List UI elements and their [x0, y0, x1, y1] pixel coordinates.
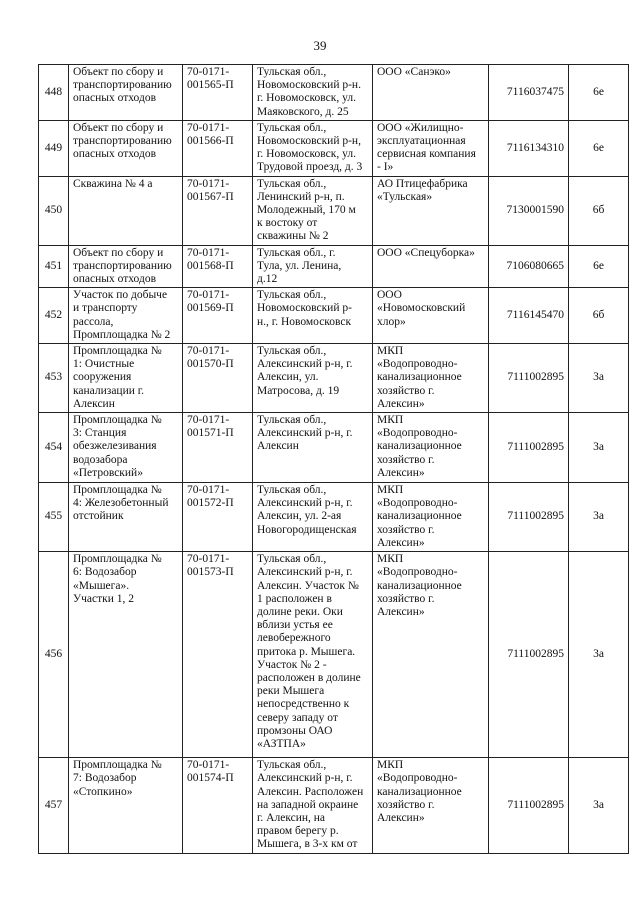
hazard-category: 6е: [593, 141, 604, 154]
hazard-category-cell: [569, 344, 629, 413]
row-number: 449: [44, 141, 63, 154]
object-address: Тульская обл., Алексинский р-н, г. Алексин. Участок № 1 расположен в долине реки. Оки вблизи устья ее левобережного притока р. Мышега. Участок № 2 - расположен в долине реки Мышега непосредственно к северу западу от промзоны ОАО «АЗТПА»: [257, 553, 361, 750]
object-address: Тульская обл., Алексинский р-н, г. Алексин, ул. 2-ая Новогородищенская: [257, 484, 357, 536]
row-number-cell: [39, 120, 69, 176]
table-row: [39, 758, 629, 853]
operator-name: МКП «Водопроводно- канализационное хозяйство г. Алексин»: [377, 345, 462, 410]
operator-name-cell: [373, 288, 489, 344]
object-name: Скважина № 4 а: [73, 177, 153, 190]
table-row: [39, 413, 629, 483]
object-address: Тульская обл., Новомосковский р-н. г. Новомосковск, ул. Маяковского, д. 25: [257, 66, 361, 118]
object-name: Промплощадка № 4: Железобетонный отстойник: [73, 484, 169, 523]
row-number-cell: [39, 413, 69, 483]
operator-inn-cell: [489, 65, 569, 121]
row-number-cell: [39, 245, 69, 288]
operator-inn: 7111002895: [507, 798, 564, 811]
object-address-cell: [253, 288, 373, 344]
operator-name-cell: [373, 758, 489, 853]
operator-inn: 7130001590: [506, 204, 564, 217]
object-name-cell: [69, 344, 183, 413]
object-code: 70-0171- 001574-П: [187, 759, 234, 785]
row-number: 454: [44, 440, 63, 453]
hazard-category-cell: [569, 552, 629, 758]
hazard-category-cell: [569, 245, 629, 288]
operator-inn-cell: [489, 552, 569, 758]
row-number: 455: [44, 510, 63, 523]
operator-name-cell: [373, 65, 489, 121]
operator-name: МКП «Водопроводно- канализационное хозяйство г. Алексин»: [377, 759, 462, 824]
row-number: 450: [44, 204, 63, 217]
hazard-category: 6б: [592, 309, 605, 322]
table-row: [39, 288, 629, 344]
row-number-cell: [39, 552, 69, 758]
operator-inn-cell: [489, 288, 569, 344]
object-address: Тульская обл., Ленинский р-н, п. Молодежный, 170 м к востоку от скважины № 2: [257, 177, 356, 243]
object-name-cell: [69, 245, 183, 288]
object-code: 70-0171- 001572-П: [187, 484, 234, 510]
operator-inn-cell: [489, 758, 569, 853]
operator-name: АО Птицефабрика «Тульская»: [377, 177, 468, 203]
operator-name: МКП «Водопроводно- канализационное хозяйство г. Алексин»: [377, 414, 462, 479]
page-number: 39: [313, 38, 327, 53]
object-code-cell: [183, 483, 253, 552]
object-code: 70-0171- 001570-П: [187, 345, 234, 371]
object-address-cell: [253, 344, 373, 413]
table-row: [39, 120, 629, 176]
table-row: [39, 552, 629, 758]
object-name: Промплощадка № 7: Водозабор «Стопкино»: [73, 759, 162, 798]
operator-inn: 7111002895: [507, 440, 564, 453]
operator-inn: 7116134310: [506, 141, 564, 154]
object-code: 70-0171- 001571-П: [187, 414, 234, 440]
object-address: Тульская обл., Алексинский р-н, г. Алексин: [257, 414, 353, 453]
object-code: 70-0171- 001569-П: [187, 289, 234, 315]
operator-inn: 7116037475: [506, 85, 564, 98]
operator-inn-cell: [489, 344, 569, 413]
object-code-cell: [183, 176, 253, 245]
row-number: 451: [44, 259, 63, 272]
object-name: Промплощадка № 3: Станция обезжелезивания водозабора «Петровский»: [73, 414, 162, 479]
hazard-category: 6е: [593, 259, 604, 272]
operator-inn-cell: [489, 245, 569, 288]
object-code-cell: [183, 344, 253, 413]
object-name: Объект по сбору и транспортированию опасных отходов: [73, 246, 172, 286]
object-name: Промплощадка № 6: Водозабор «Мышега». Участки 1, 2: [73, 553, 162, 605]
object-address-cell: [253, 413, 373, 483]
object-address-cell: [253, 552, 373, 758]
object-code: 70-0171- 001567-П: [187, 177, 234, 203]
object-code-cell: [183, 120, 253, 176]
operator-name: МКП «Водопроводно- канализационное хозяйство г. Алексин»: [377, 553, 462, 618]
hazard-category: 3а: [593, 798, 604, 811]
operator-name: ООО «Новомосковский хлор»: [377, 289, 466, 328]
object-name-cell: [69, 288, 183, 344]
object-name-cell: [69, 483, 183, 552]
object-address: Тульская обл., Алексинский р-н, г. Алексин, ул. Матросова, д. 19: [257, 345, 353, 397]
object-code: 70-0171- 001566-П: [187, 121, 234, 148]
row-number-cell: [39, 758, 69, 853]
object-address-cell: [253, 176, 373, 245]
object-address-cell: [253, 65, 373, 121]
object-code-cell: [183, 65, 253, 121]
hazard-category: 3а: [593, 371, 604, 384]
row-number: 456: [44, 647, 63, 660]
hazard-category-cell: [569, 288, 629, 344]
object-code-cell: [183, 552, 253, 758]
hazard-category: 6е: [593, 85, 604, 98]
operator-name-cell: [373, 120, 489, 176]
object-name-cell: [69, 552, 183, 758]
row-number: 452: [44, 309, 63, 322]
operator-name-cell: [373, 552, 489, 758]
row-number-cell: [39, 344, 69, 413]
operator-name-cell: [373, 344, 489, 413]
operator-inn: 7111002895: [507, 510, 564, 523]
operator-name: ООО «Спецуборка»: [377, 246, 475, 259]
operator-name: ООО «Санэко»: [377, 66, 451, 78]
object-address: Тульская обл., Алексинский р-н, г. Алексин. Расположен на западной окраине г. Алексин, на правом берегу р. Мышега, в 3-х км от: [257, 759, 364, 851]
row-number-cell: [39, 288, 69, 344]
hazard-category-cell: [569, 483, 629, 552]
object-name: Промплощадка № 1: Очистные сооружения канализации г. Алексин: [73, 345, 162, 410]
object-address-cell: [253, 120, 373, 176]
hazard-category: 3а: [593, 510, 604, 523]
registry-table: [38, 64, 629, 854]
operator-inn: 7111002895: [507, 647, 564, 660]
object-code-cell: [183, 245, 253, 288]
object-code-cell: [183, 413, 253, 483]
hazard-category-cell: [569, 65, 629, 121]
operator-inn-cell: [489, 120, 569, 176]
table-row: [39, 176, 629, 245]
hazard-category-cell: [569, 176, 629, 245]
operator-name-cell: [373, 245, 489, 288]
hazard-category: 6б: [592, 204, 605, 217]
object-code: 70-0171- 001565-П: [187, 66, 234, 92]
table-row: [39, 245, 629, 288]
hazard-category-cell: [569, 120, 629, 176]
table-row: [39, 344, 629, 413]
table-row: [39, 483, 629, 552]
object-address: Тульская обл., Новомосковский р- н., г. Новомосковск: [257, 289, 352, 328]
object-address-cell: [253, 758, 373, 853]
object-name-cell: [69, 120, 183, 176]
operator-inn: 7106080665: [506, 259, 564, 272]
object-name-cell: [69, 65, 183, 121]
hazard-category: 3а: [593, 440, 604, 453]
row-number: 457: [44, 798, 63, 811]
object-address: Тульская обл., г. Тула, ул. Ленина, д.12: [257, 246, 342, 286]
operator-name-cell: [373, 176, 489, 245]
operator-inn: 7111002895: [507, 371, 564, 384]
object-name-cell: [69, 758, 183, 853]
object-address-cell: [253, 483, 373, 552]
table-row: [39, 65, 629, 121]
object-name: Участок по добыче и транспорту рассола, Промплощадка № 2: [73, 289, 171, 341]
operator-name: МКП «Водопроводно- канализационное хозяйство г. Алексин»: [377, 484, 462, 549]
row-number: 453: [44, 371, 63, 384]
object-code-cell: [183, 288, 253, 344]
operator-name-cell: [373, 413, 489, 483]
operator-inn-cell: [489, 413, 569, 483]
row-number: 448: [44, 85, 63, 98]
operator-inn-cell: [489, 176, 569, 245]
object-name: Объект по сбору и транспортированию опасных отходов: [73, 121, 172, 161]
hazard-category-cell: [569, 413, 629, 483]
operator-name-cell: [373, 483, 489, 552]
object-name: Объект по сбору и транспортированию опасных отходов: [73, 66, 172, 105]
object-address-cell: [253, 245, 373, 288]
row-number-cell: [39, 176, 69, 245]
operator-inn-cell: [489, 483, 569, 552]
hazard-category-cell: [569, 758, 629, 853]
object-address: Тульская обл., Новомосковский р-н, г. Новомосковск, ул. Трудовой проезд, д. 3: [257, 121, 363, 174]
object-name-cell: [69, 413, 183, 483]
object-code-cell: [183, 758, 253, 853]
object-code: 70-0171- 001573-П: [187, 553, 234, 579]
operator-name: ООО «Жилищно- эксплуатационная сервисная компания - I»: [377, 121, 476, 174]
operator-inn: 7116145470: [506, 309, 564, 322]
row-number-cell: [39, 65, 69, 121]
row-number-cell: [39, 483, 69, 552]
object-code: 70-0171- 001568-П: [187, 246, 234, 272]
object-name-cell: [69, 176, 183, 245]
hazard-category: 3а: [593, 647, 604, 660]
